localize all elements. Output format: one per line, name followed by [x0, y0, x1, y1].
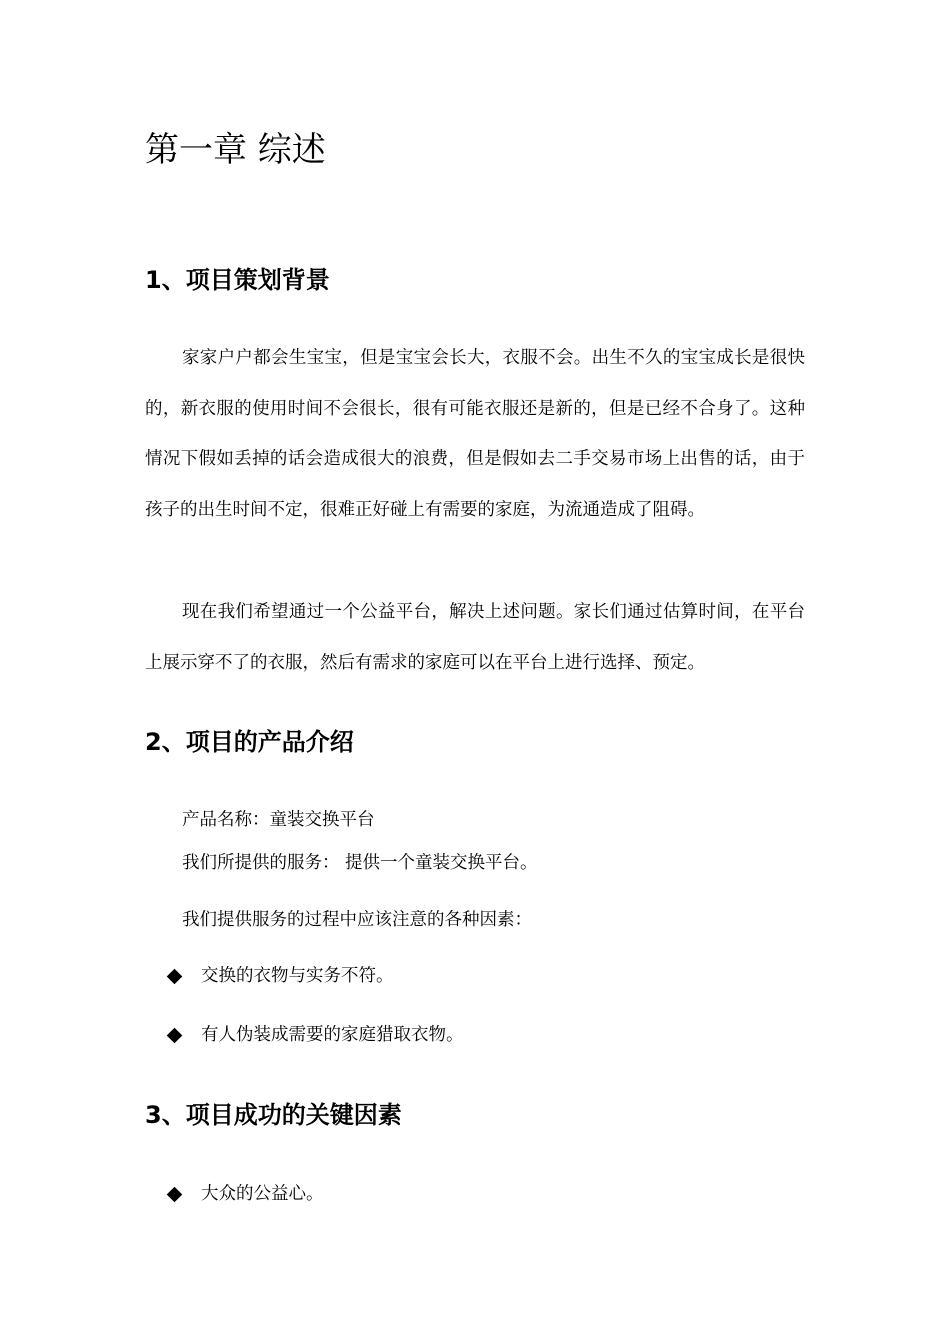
chapter-title: 第一章 综述	[145, 130, 326, 170]
product-name-line: 产品名称：童装交换平台	[182, 810, 375, 830]
list-item	[167, 1022, 464, 1048]
service-line: 我们所提供的服务： 提供一个童装交换平台。	[182, 853, 538, 873]
diamond-bullet-icon	[167, 1027, 183, 1043]
section-heading-product: 2、项目的产品介绍	[145, 728, 354, 756]
diamond-bullet-icon	[167, 1186, 183, 1202]
list-item-text: 交换的衣物与实务不符。	[201, 966, 394, 986]
paragraph-background: 家家户户都会生宝宝，但是宝宝会长大，衣服不会。出生不久的宝宝成长是很快的，新衣服的使用时间不会很长，很有可能衣服还是新的，但是已经不合身了。这种情况下假如丢掉的话会造成很大的浪费，但是假如去二手交易市场上出售的话，由于孩子的出生时间不定，很难正好碰上有需要的家庭，为流通造成了阻碍。	[145, 348, 805, 520]
section-heading-background: 1、项目策划背景	[145, 266, 330, 294]
list-item	[167, 1181, 324, 1207]
list-item-text: 有人伪装成需要的家庭猎取衣物。	[201, 1025, 464, 1045]
factors-intro: 我们提供服务的过程中应该注意的各种因素：	[182, 910, 532, 930]
section-heading-key-factors: 3、项目成功的关键因素	[145, 1101, 402, 1129]
list-item	[167, 963, 394, 989]
list-item-text: 大众的公益心。	[201, 1184, 324, 1204]
paragraph-solution: 现在我们希望通过一个公益平台，解决上述问题。家长们通过估算时间，在平台上展示穿不了的衣服，然后有需求的家庭可以在平台上进行选择、预定。	[145, 602, 805, 673]
diamond-bullet-icon	[167, 968, 183, 984]
